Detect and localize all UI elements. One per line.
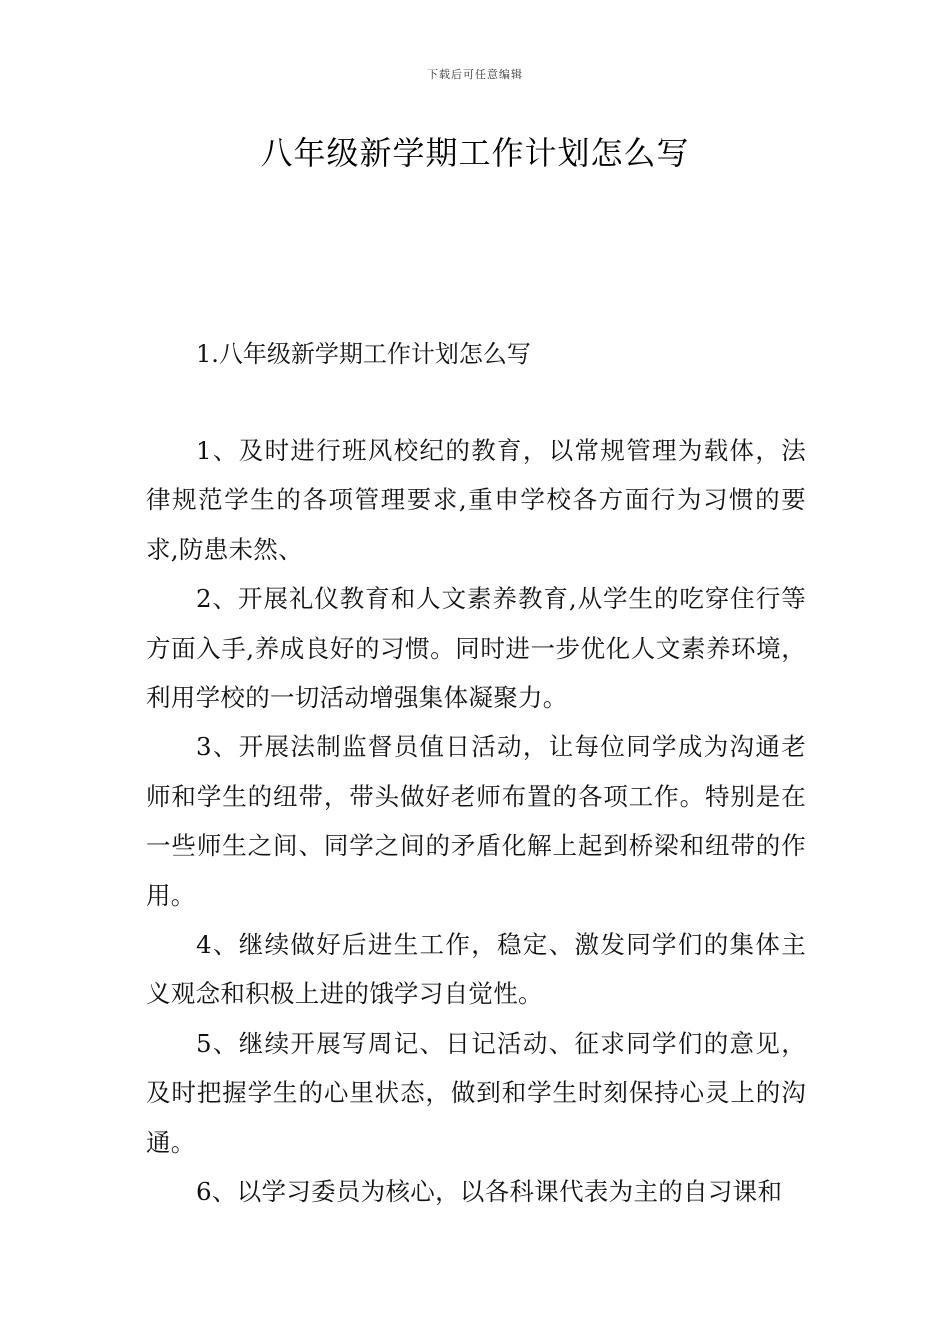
section-heading: 1.八年级新学期工作计划怎么写 bbox=[196, 340, 531, 368]
document-title: 八年级新学期工作计划怎么写 bbox=[260, 134, 690, 172]
paragraph-5: 5、继续开展写周记、日记活动、征求同学们的意见，及时把握学生的心里状态，做到和学生时刻保持心灵上的沟通。 bbox=[146, 1028, 806, 1157]
body-text bbox=[146, 426, 806, 1217]
paragraph-6: 6、以学习委员为核心，以各科课代表为主的自习课和 bbox=[196, 1177, 783, 1207]
paragraph-1: 1、及时进行班风校纪的教育，以常规管理为载体，法律规范学生的各项管理要求,重申学校各方面行为习惯的要求,防患未然、 bbox=[146, 436, 806, 564]
paragraph-2: 2、开展礼仪教育和人文素养教育,从学生的吃穿住行等方面入手,养成良好的习惯。同时进一步优化人文素养环境，利用学校的一切活动增强集体凝聚力。 bbox=[146, 584, 806, 713]
paragraph-3: 3、开展法制监督员值日活动，让每位同学成为沟通老师和学生的纽带，带头做好老师布置的各项工作。特别是在一些师生之间、同学之间的矛盾化解上起到桥梁和纽带的作用。 bbox=[146, 732, 806, 910]
paragraph-4: 4、继续做好后进生工作，稳定、激发同学们的集体主义观念和积极上进的饿学习自觉性。 bbox=[146, 930, 806, 1009]
header-note: 下载后可任意编辑 bbox=[427, 68, 523, 81]
